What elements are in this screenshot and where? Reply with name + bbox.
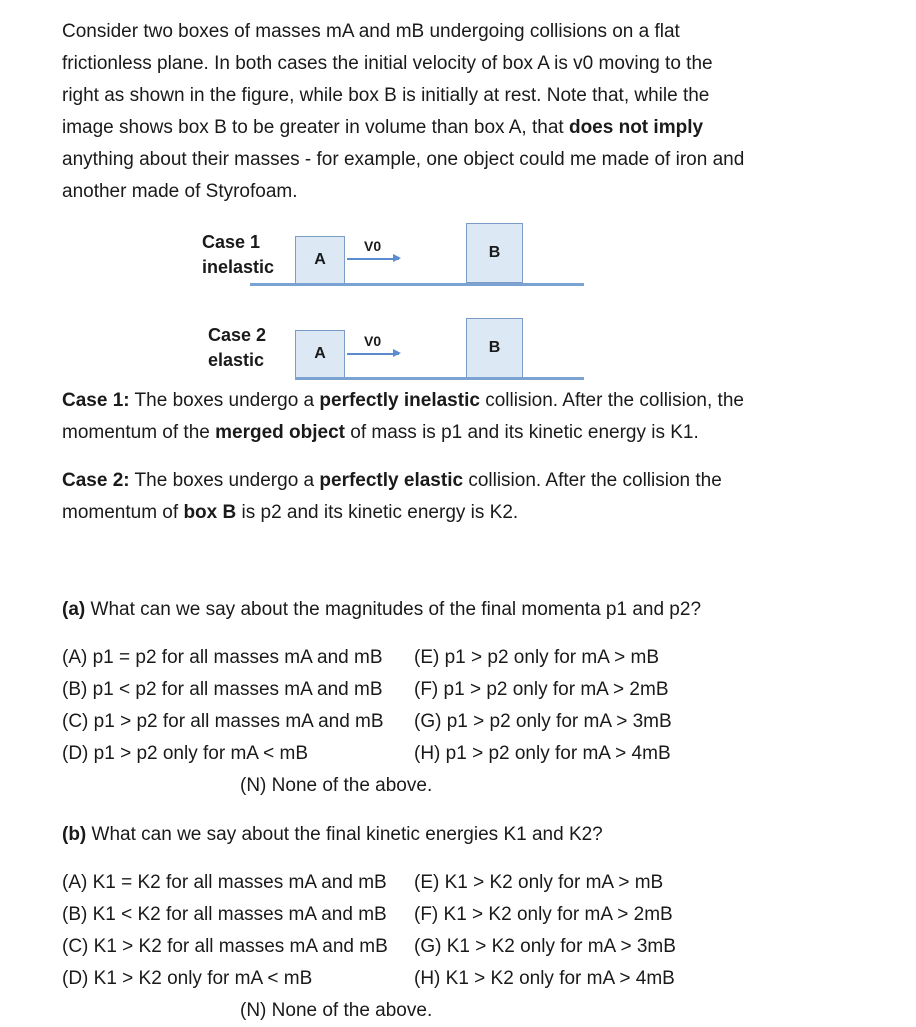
case2-emphasis: perfectly elastic — [319, 470, 464, 491]
case2-velocity-arrow — [347, 353, 399, 355]
question-a-options-right — [414, 642, 672, 770]
answer-option[interactable]: (D) K1 > K2 only for mA < mB — [62, 968, 313, 989]
answer-option[interactable]: (B) p1 < p2 for all masses mA and mB — [62, 679, 383, 700]
case1-text: The boxes undergo a — [129, 390, 320, 411]
intro-line: right as shown in the figure, while box B is initially at rest. Note that, while the — [62, 85, 710, 106]
case1-line — [62, 385, 862, 417]
answer-option[interactable]: (F) p1 > p2 only for mA > 2mB — [414, 679, 669, 700]
intro-line: anything about their masses - for example, one object could me made of iron and — [62, 149, 745, 170]
question-a-label: (a) — [62, 599, 86, 620]
question-a-text: What can we say about the magnitudes of the final momenta p1 and p2? — [85, 599, 702, 620]
case2-box-b: B — [466, 318, 523, 378]
answer-option-none[interactable]: (N) None of the above. — [240, 1000, 433, 1021]
question-b-options-left — [62, 867, 388, 995]
case1-emphasis: perfectly inelastic — [319, 390, 480, 411]
case2-text: is p2 and its kinetic energy is K2. — [236, 502, 519, 523]
answer-option-none[interactable]: (N) None of the above. — [240, 775, 433, 796]
question-b-text: What can we say about the final kinetic energies K1 and K2? — [86, 824, 603, 845]
case1-velocity-arrow — [347, 258, 399, 260]
case1-description — [62, 385, 862, 449]
case1-emphasis: merged object — [215, 422, 345, 443]
answer-option[interactable]: (A) K1 = K2 for all masses mA and mB — [62, 872, 387, 893]
case2-type-label: elastic — [208, 350, 265, 370]
intro-text: image shows box B to be greater in volume than box A, that — [62, 117, 569, 138]
answer-option[interactable]: (E) p1 > p2 only for mA > mB — [414, 647, 659, 668]
intro-line: Consider two boxes of masses mA and mB undergoing collisions on a flat — [62, 21, 680, 42]
case1-box-b: B — [466, 223, 523, 283]
intro-line — [62, 112, 862, 144]
case2-text: momentum of — [62, 502, 184, 523]
case2-text: The boxes undergo a — [129, 470, 320, 491]
case2-heading: Case 2: — [62, 470, 130, 491]
answer-option[interactable]: (G) p1 > p2 only for mA > 3mB — [414, 711, 672, 732]
intro-line: another made of Styrofoam. — [62, 181, 298, 202]
case1-text: momentum of the — [62, 422, 216, 443]
case1-type-label: inelastic — [202, 257, 275, 277]
answer-option[interactable]: (E) K1 > K2 only for mA > mB — [414, 872, 664, 893]
case2-label: Case 2 — [208, 325, 267, 345]
case1-heading: Case 1: — [62, 390, 130, 411]
answer-option[interactable]: (H) K1 > K2 only for mA > 4mB — [414, 968, 675, 989]
intro-paragraph — [62, 16, 862, 208]
question-a-options-left — [62, 642, 384, 770]
intro-emphasis: does not imply — [568, 117, 704, 138]
case1-label: Case 1 — [202, 232, 261, 252]
case2-line — [62, 497, 862, 529]
case2-description — [62, 465, 862, 529]
answer-option[interactable]: (C) p1 > p2 for all masses mA and mB — [62, 711, 384, 732]
case2-ground-line — [295, 377, 584, 380]
answer-option[interactable]: (A) p1 = p2 for all masses mA and mB — [62, 647, 383, 668]
question-b — [62, 819, 603, 851]
question-b-label: (b) — [62, 824, 87, 845]
answer-option[interactable]: (D) p1 > p2 only for mA < mB — [62, 743, 309, 764]
answer-option[interactable]: (H) p1 > p2 only for mA > 4mB — [414, 743, 671, 764]
answer-option[interactable]: (C) K1 > K2 for all masses mA and mB — [62, 936, 388, 957]
intro-line: frictionless plane. In both cases the initial velocity of box A is v0 moving to the — [62, 53, 713, 74]
case1-text: collision. After the collision, the — [479, 390, 744, 411]
case2-box-a: A — [295, 330, 345, 378]
case2-emphasis: box B — [183, 502, 237, 523]
case1-box-a: A — [295, 236, 345, 284]
case1-text: of mass is p1 and its kinetic energy is K1. — [345, 422, 699, 443]
case1-ground-line — [250, 283, 584, 286]
answer-option[interactable]: (B) K1 < K2 for all masses mA and mB — [62, 904, 387, 925]
case2-line — [62, 465, 862, 497]
case1-velocity-label: V0 — [364, 238, 382, 254]
answer-option[interactable]: (F) K1 > K2 only for mA > 2mB — [414, 904, 673, 925]
case2-text: collision. After the collision the — [463, 470, 722, 491]
case1-line — [62, 417, 862, 449]
answer-option[interactable]: (G) K1 > K2 only for mA > 3mB — [414, 936, 676, 957]
question-a — [62, 594, 701, 626]
case2-velocity-label: V0 — [364, 333, 382, 349]
question-b-options-right — [414, 867, 676, 995]
